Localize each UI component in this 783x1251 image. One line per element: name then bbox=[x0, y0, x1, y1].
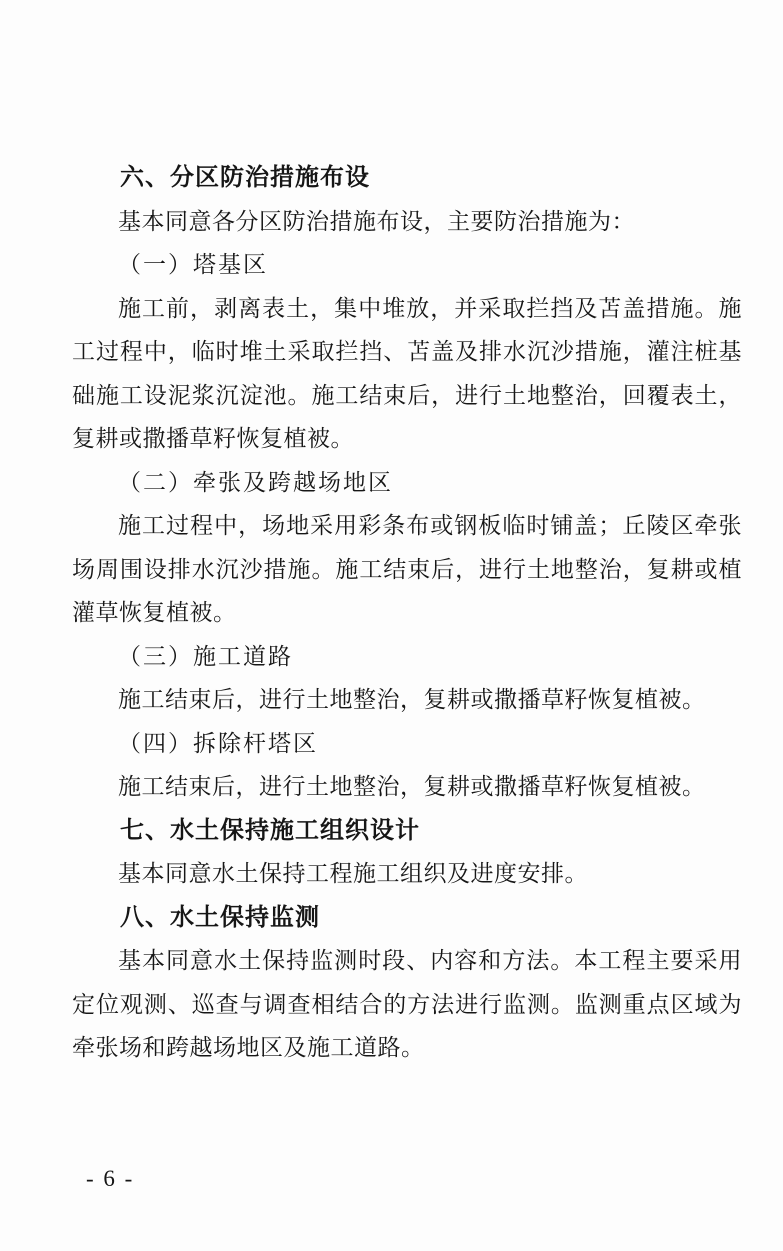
subheading-tension-site: （二）牵张及跨越场地区 bbox=[118, 469, 393, 495]
paragraph-monitoring: 基本同意水土保持监测时段、内容和方法。本工程主要采用定位观测、巡查与调查相结合的方法进行监测。监测重点区域为牵张场和跨越场地区及施工道路。 bbox=[72, 948, 742, 1060]
subheading-tower-base: （一）塔基区 bbox=[118, 252, 268, 277]
paragraph-organization: 基本同意水土保持工程施工组织及进度安排。 bbox=[118, 861, 588, 886]
page-number: - 6 - bbox=[86, 1166, 135, 1191]
paragraph-demolition: 施工结束后，进行土地整治，复耕或撒播草籽恢复植被。 bbox=[118, 774, 706, 799]
subheading-road: （三）施工道路 bbox=[118, 643, 293, 669]
section-heading-6: 六、分区防治措施布设 bbox=[120, 163, 370, 191]
paragraph-tension-site: 施工过程中，场地采用彩条布或钢板临时铺盖；丘陵区牵张场周围设排水沉沙措施。施工结束后，进行土地整治，复耕或植灌草恢复植被。 bbox=[72, 513, 742, 625]
section-heading-7: 七、水土保持施工组织设计 bbox=[120, 815, 420, 844]
paragraph-intro: 基本同意各分区防治措施布设，主要防治措施为： bbox=[118, 208, 635, 234]
subheading-demolition: （四）拆除杆塔区 bbox=[118, 730, 318, 756]
document-body bbox=[72, 156, 742, 1070]
paragraph-road: 施工结束后，进行土地整治，复耕或撒播草籽恢复植被。 bbox=[118, 687, 706, 712]
section-heading-8: 八、水土保持监测 bbox=[120, 902, 320, 931]
paragraph-tower-base: 施工前，剥离表土，集中堆放，并采取拦挡及苫盖措施。施工过程中，临时堆土采取拦挡、苫盖及排水沉沙措施，灌注桩基础施工设泥浆沉淀池。施工结束后，进行土地整治，回覆表土，复耕或撒播草籽恢复植被。 bbox=[72, 295, 742, 451]
